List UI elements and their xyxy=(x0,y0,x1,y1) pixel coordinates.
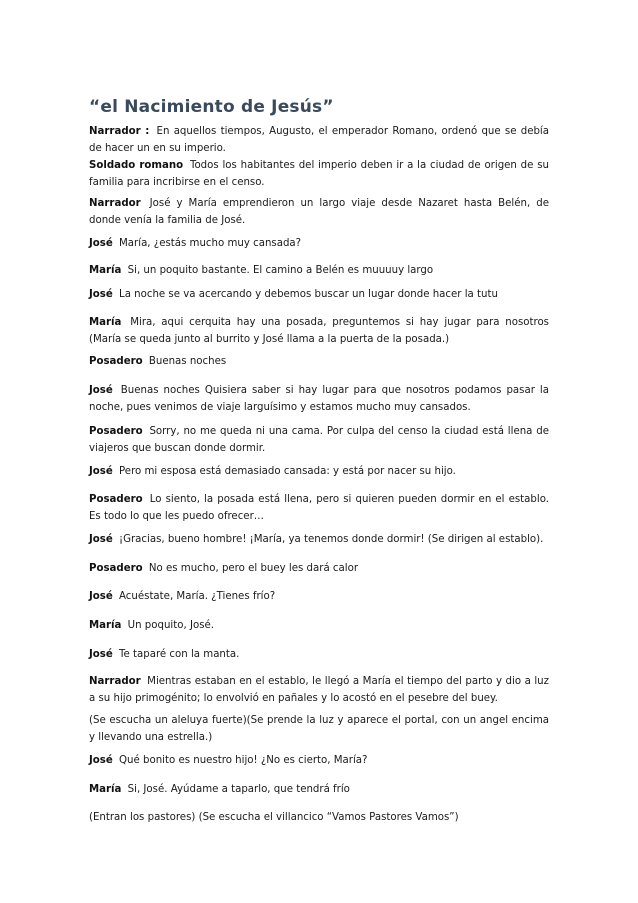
paragraph-5 xyxy=(89,262,549,279)
paragraph-14 xyxy=(89,560,549,577)
dialogue-text: No es mucho, pero el buey les dará calor xyxy=(148,563,359,574)
paragraph-4 xyxy=(89,235,549,252)
paragraph-20 xyxy=(89,752,549,769)
document-title: “el Nacimiento de Jesús” xyxy=(89,97,334,117)
dialogue-text: Un poquito, José. xyxy=(127,620,215,631)
speaker-label: José xyxy=(89,534,113,545)
speaker-label: José xyxy=(89,238,113,249)
speaker-label: Soldado romano xyxy=(89,160,184,171)
speaker-label: José xyxy=(89,385,113,396)
speaker-label: María xyxy=(89,265,122,276)
speaker-label: José xyxy=(89,466,113,477)
stage-direction-text: (Entran los pastores) (Se escucha el villancico “Vamos Pastores Vamos”) xyxy=(89,812,459,823)
dialogue-text: Te taparé con la manta. xyxy=(119,649,240,660)
dialogue-text: Pero mi esposa está demasiado cansada: y está por nacer su hijo. xyxy=(119,466,456,477)
dialogue-text: En aquellos tiempos, Augusto, el emperador Romano, ordenó que se debía de hacer un en su imperio. xyxy=(89,126,549,154)
speaker-label: Posadero xyxy=(89,356,143,367)
speaker-label: Narrador xyxy=(89,676,141,687)
stage-direction-text: (Se escucha un aleluya fuerte)(Se prende la luz y aparece el portal, con un angel encima y llevando una estrella.) xyxy=(89,715,549,743)
paragraph-3 xyxy=(89,195,549,229)
speaker-label: Narrador xyxy=(89,198,141,209)
speaker-label: María xyxy=(89,784,122,795)
paragraph-1 xyxy=(89,123,549,157)
dialogue-text: María, ¿estás mucho muy cansada? xyxy=(119,238,302,249)
speaker-label: José xyxy=(89,591,113,602)
paragraph-6 xyxy=(89,286,549,303)
dialogue-text: Todos los habitantes del imperio deben ir a la ciudad de origen de su familia para incribirse en el censo. xyxy=(89,160,549,188)
dialogue-text: Buenas noches xyxy=(148,356,227,367)
paragraph-7 xyxy=(89,314,549,348)
paragraph-13 xyxy=(89,531,549,548)
paragraph-12 xyxy=(89,491,549,525)
paragraph-11 xyxy=(89,463,549,480)
speaker-label: María xyxy=(89,620,122,631)
speaker-label: Posadero xyxy=(89,426,143,437)
paragraph-8 xyxy=(89,353,549,370)
speaker-label: José xyxy=(89,755,113,766)
speaker-label: Posadero xyxy=(89,563,143,574)
dialogue-text: La noche se va acercando y debemos buscar un lugar donde hacer la tutu xyxy=(119,289,498,300)
speaker-label: María xyxy=(89,317,122,328)
dialogue-text: Si, José. Ayúdame a taparlo, que tendrá frío xyxy=(127,784,350,795)
dialogue-text: José y María emprendieron un largo viaje desde Nazaret hasta Belén, de donde venía la familia de José. xyxy=(89,198,549,226)
paragraph-18 xyxy=(89,673,549,707)
paragraph-2 xyxy=(89,157,549,191)
dialogue-text: Si, un poquito bastante. El camino a Belén es muuuuy largo xyxy=(127,265,434,276)
speaker-label: José xyxy=(89,649,113,660)
dialogue-text: Mira, aqui cerquita hay una posada, preguntemos si hay jugar para nosotros (María se queda junto al burrito y José llama a la puerta de la posada.) xyxy=(89,317,549,345)
dialogue-text: Sorry, no me queda ni una cama. Por culpa del censo la ciudad está llena de viajeros que buscan donde dormir. xyxy=(89,426,549,454)
dialogue-text: Lo siento, la posada está llena, pero si quieren pueden dormir en el establo. Es todo lo que les puedo ofrecer… xyxy=(89,494,550,522)
stage-direction-1 xyxy=(89,712,549,746)
dialogue-text: ¡Gracias, bueno hombre! ¡María, ya tenemos donde dormir! (Se dirigen al establo). xyxy=(119,534,544,545)
dialogue-text: Buenas noches Quisiera saber si hay lugar para que nosotros podamos pasar la noche, pues venimos de viaje larguísimo y estamos mucho muy cansados. xyxy=(89,385,549,413)
paragraph-15 xyxy=(89,588,549,605)
dialogue-text: Mientras estaban en el establo, le llegó a María el tiempo del parto y dio a luz a su hijo primogénito; lo envolvió en pañales y lo acostó en el pesebre del buey. xyxy=(89,676,549,704)
speaker-label: José xyxy=(89,289,113,300)
paragraph-10 xyxy=(89,423,549,457)
paragraph-16 xyxy=(89,617,549,634)
dialogue-text: Acuéstate, María. ¿Tienes frío? xyxy=(119,591,276,602)
paragraph-17 xyxy=(89,646,549,663)
paragraph-21 xyxy=(89,781,549,798)
speaker-label: Narrador : xyxy=(89,126,150,137)
stage-direction-2 xyxy=(89,809,549,826)
speaker-label: Posadero xyxy=(89,494,143,505)
paragraph-9 xyxy=(89,382,549,416)
dialogue-text: Qué bonito es nuestro hijo! ¿No es cierto, María? xyxy=(119,755,368,766)
